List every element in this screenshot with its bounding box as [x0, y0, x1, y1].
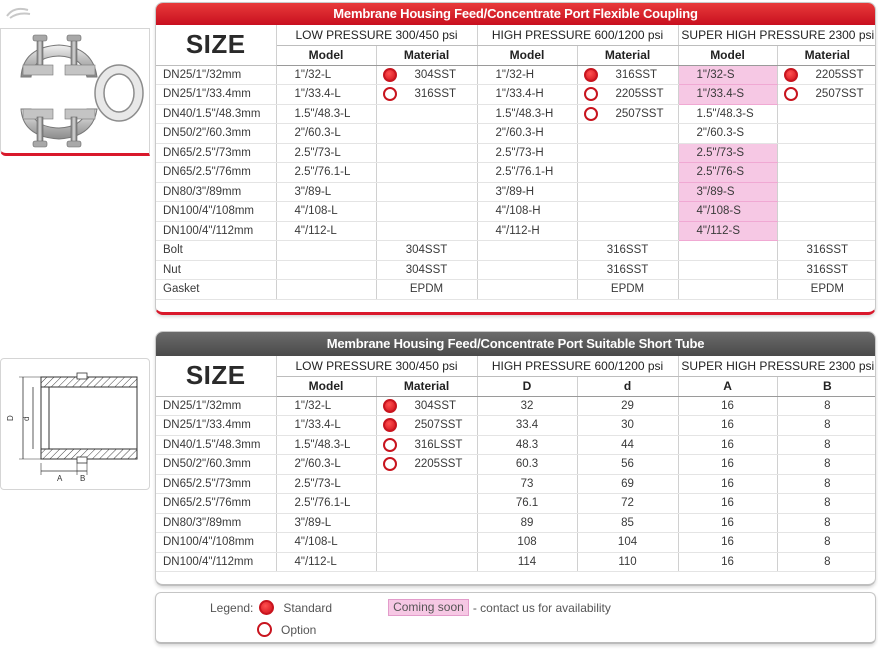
- empty-cell: [477, 260, 577, 280]
- table-row: [156, 65, 876, 85]
- super-high-pressure-header: SUPER HIGH PRESSURE 2300 psi: [678, 25, 876, 45]
- A-cell: 16: [678, 416, 777, 436]
- table-row: [156, 221, 876, 241]
- model-cell: 4"/112-L: [276, 552, 376, 572]
- legend-standard-text: Standard: [283, 600, 333, 615]
- legend-label: Legend:: [210, 600, 254, 615]
- high-material-cell: [577, 202, 678, 222]
- super-high-model-cell: 1.5"/48.3-S: [678, 104, 777, 124]
- low-pressure-header: LOW PRESSURE 300/450 psi: [276, 356, 477, 376]
- high-hardware-cell: 316SST: [577, 260, 678, 280]
- option-dot-icon: [257, 622, 272, 637]
- dim-D-label: D: [6, 415, 15, 421]
- B-cell: 8: [777, 552, 876, 572]
- size-cell: DN25/1"/33.4mm: [156, 416, 276, 436]
- col-header-D: D: [477, 376, 577, 396]
- D-cell: 48.3: [477, 435, 577, 455]
- low-material-cell: [376, 124, 477, 144]
- table-row: [156, 104, 876, 124]
- d-cell: 72: [577, 494, 678, 514]
- dim-d-label: d: [22, 416, 31, 421]
- super-high-hardware-cell: EPDM: [777, 280, 876, 300]
- low-model-cell: 2.5"/73-L: [276, 143, 376, 163]
- d-cell: 69: [577, 474, 678, 494]
- A-cell: 16: [678, 474, 777, 494]
- corner-logo-icon: [4, 4, 34, 22]
- material-text: 316SST: [615, 68, 658, 81]
- standard-dot-icon: [383, 399, 397, 413]
- empty-cell: [276, 260, 376, 280]
- model-cell: 1"/32-L: [276, 396, 376, 416]
- empty-cell: [477, 280, 577, 300]
- option-dot-icon: [584, 107, 598, 121]
- B-cell: 8: [777, 513, 876, 533]
- col-header-material: Material: [577, 45, 678, 65]
- col-header-material: Material: [376, 45, 477, 65]
- empty-cell: [276, 241, 376, 261]
- super-high-model-cell: 2.5"/76-S: [678, 163, 777, 183]
- size-cell: DN65/2.5"/73mm: [156, 474, 276, 494]
- table-row: [156, 533, 876, 553]
- low-material-cell: [376, 85, 477, 105]
- legend-option-text: Option: [281, 622, 317, 637]
- flexible-coupling-table-panel: [155, 2, 876, 315]
- material-cell: [376, 416, 477, 436]
- high-material-cell: [577, 85, 678, 105]
- size-header: SIZE: [156, 25, 276, 65]
- table-row: [156, 182, 876, 202]
- size-cell: DN50/2"/60.3mm: [156, 455, 276, 475]
- super-high-material-cell: [777, 202, 876, 222]
- table-row: [156, 85, 876, 105]
- A-cell: 16: [678, 533, 777, 553]
- high-model-cell: 2"/60.3-H: [477, 124, 577, 144]
- table-row: [156, 455, 876, 475]
- low-material-cell: [376, 65, 477, 85]
- table-row: [156, 202, 876, 222]
- size-cell: DN100/4"/112mm: [156, 552, 276, 572]
- size-cell: DN80/3"/89mm: [156, 182, 276, 202]
- size-cell: DN25/1"/33.4mm: [156, 85, 276, 105]
- standard-dot-icon: [383, 68, 397, 82]
- model-cell: 2.5"/76.1-L: [276, 494, 376, 514]
- size-cell: DN40/1.5"/48.3mm: [156, 435, 276, 455]
- hardware-row: [156, 280, 876, 300]
- B-cell: 8: [777, 494, 876, 514]
- material-cell: [376, 455, 477, 475]
- super-high-hardware-cell: 316SST: [777, 241, 876, 261]
- tube-table: [156, 356, 876, 572]
- super-high-model-cell: 2"/60.3-S: [678, 124, 777, 144]
- B-cell: 8: [777, 474, 876, 494]
- short-tube-drawing: [0, 358, 150, 490]
- low-hardware-cell: EPDM: [376, 280, 477, 300]
- super-high-model-cell: 3"/89-S: [678, 182, 777, 202]
- coupling-table: [156, 25, 876, 300]
- D-cell: 89: [477, 513, 577, 533]
- col-header-model: Model: [678, 45, 777, 65]
- super-high-pressure-header: SUPER HIGH PRESSURE 2300 psi: [678, 356, 876, 376]
- super-high-material-cell: [777, 104, 876, 124]
- size-cell: DN100/4"/108mm: [156, 533, 276, 553]
- super-high-model-cell: 4"/108-S: [678, 202, 777, 222]
- part-cell: Nut: [156, 260, 276, 280]
- super-high-model-cell: 1"/33.4-S: [678, 85, 777, 105]
- low-model-cell: 2.5"/76.1-L: [276, 163, 376, 183]
- D-cell: 73: [477, 474, 577, 494]
- d-cell: 85: [577, 513, 678, 533]
- material-text: 2507SST: [414, 419, 463, 432]
- coupling-illustration: [1, 29, 151, 155]
- material-text: 316LSST: [414, 438, 463, 451]
- coming-soon-badge: Coming soon: [388, 599, 469, 616]
- A-cell: 16: [678, 494, 777, 514]
- coming-soon-note: - contact us for availability: [472, 600, 611, 615]
- super-high-material-cell: [777, 182, 876, 202]
- d-cell: 30: [577, 416, 678, 436]
- D-cell: 114: [477, 552, 577, 572]
- material-cell: [376, 552, 477, 572]
- high-material-cell: [577, 104, 678, 124]
- material-cell: [376, 513, 477, 533]
- high-model-cell: 1.5"/48.3-H: [477, 104, 577, 124]
- model-cell: 1.5"/48.3-L: [276, 435, 376, 455]
- size-cell: DN100/4"/108mm: [156, 202, 276, 222]
- D-cell: 108: [477, 533, 577, 553]
- table-row: [156, 474, 876, 494]
- size-cell: DN40/1.5"/48.3mm: [156, 104, 276, 124]
- d-cell: 44: [577, 435, 678, 455]
- high-model-cell: 1"/33.4-H: [477, 85, 577, 105]
- material-text: 2205SST: [414, 458, 463, 471]
- low-model-cell: 4"/108-L: [276, 202, 376, 222]
- super-high-material-cell: [777, 124, 876, 144]
- dim-A-label: A: [57, 474, 63, 483]
- col-header-d: d: [577, 376, 678, 396]
- low-model-cell: 1.5"/48.3-L: [276, 104, 376, 124]
- high-model-cell: 4"/112-H: [477, 221, 577, 241]
- material-cell: [376, 435, 477, 455]
- table-row: [156, 513, 876, 533]
- standard-dot-icon: [259, 600, 274, 615]
- D-cell: 32: [477, 396, 577, 416]
- option-dot-icon: [383, 457, 397, 471]
- low-material-cell: [376, 182, 477, 202]
- high-pressure-header: HIGH PRESSURE 600/1200 psi: [477, 25, 678, 45]
- material-text: 2507SST: [815, 88, 864, 101]
- high-model-cell: 3"/89-H: [477, 182, 577, 202]
- A-cell: 16: [678, 396, 777, 416]
- short-tube-table-panel: [155, 331, 876, 586]
- material-cell: [376, 396, 477, 416]
- low-model-cell: 1"/33.4-L: [276, 85, 376, 105]
- model-cell: 2"/60.3-L: [276, 455, 376, 475]
- size-cell: DN25/1"/32mm: [156, 65, 276, 85]
- high-material-cell: [577, 163, 678, 183]
- part-cell: Bolt: [156, 241, 276, 261]
- A-cell: 16: [678, 435, 777, 455]
- col-header-material: Material: [376, 376, 477, 396]
- super-high-model-cell: 1"/32-S: [678, 65, 777, 85]
- high-pressure-header: HIGH PRESSURE 600/1200 psi: [477, 356, 678, 376]
- model-cell: 1"/33.4-L: [276, 416, 376, 436]
- high-material-cell: [577, 221, 678, 241]
- table-row: [156, 396, 876, 416]
- super-high-hardware-cell: 316SST: [777, 260, 876, 280]
- high-model-cell: 2.5"/73-H: [477, 143, 577, 163]
- low-material-cell: [376, 143, 477, 163]
- high-hardware-cell: EPDM: [577, 280, 678, 300]
- option-dot-icon: [584, 87, 598, 101]
- low-model-cell: 2"/60.3-L: [276, 124, 376, 144]
- d-cell: 56: [577, 455, 678, 475]
- size-cell: DN65/2.5"/76mm: [156, 494, 276, 514]
- B-cell: 8: [777, 533, 876, 553]
- col-header-model: Model: [276, 376, 376, 396]
- low-model-cell: 4"/112-L: [276, 221, 376, 241]
- material-cell: [376, 533, 477, 553]
- col-header-model: Model: [477, 45, 577, 65]
- low-material-cell: [376, 221, 477, 241]
- A-cell: 16: [678, 455, 777, 475]
- empty-cell: [678, 280, 777, 300]
- D-cell: 33.4: [477, 416, 577, 436]
- D-cell: 60.3: [477, 455, 577, 475]
- size-cell: DN80/3"/89mm: [156, 513, 276, 533]
- material-text: 2205SST: [815, 68, 864, 81]
- col-header-model: Model: [276, 45, 376, 65]
- low-material-cell: [376, 104, 477, 124]
- high-material-cell: [577, 143, 678, 163]
- super-high-model-cell: 2.5"/73-S: [678, 143, 777, 163]
- table-row: [156, 124, 876, 144]
- model-cell: 3"/89-L: [276, 513, 376, 533]
- size-header: SIZE: [156, 356, 276, 396]
- high-model-cell: 1"/32-H: [477, 65, 577, 85]
- model-cell: 2.5"/73-L: [276, 474, 376, 494]
- low-material-cell: [376, 202, 477, 222]
- material-text: 304SST: [414, 68, 457, 81]
- low-hardware-cell: 304SST: [376, 260, 477, 280]
- hardware-row: [156, 241, 876, 261]
- col-header-B: B: [777, 376, 876, 396]
- D-cell: 76.1: [477, 494, 577, 514]
- super-high-material-cell: [777, 163, 876, 183]
- material-text: 304SST: [414, 399, 457, 412]
- material-text: 316SST: [414, 88, 457, 101]
- part-cell: Gasket: [156, 280, 276, 300]
- short-tube-illustration: [1, 359, 149, 489]
- option-dot-icon: [383, 438, 397, 452]
- standard-dot-icon: [784, 68, 798, 82]
- col-header-material: Material: [777, 45, 876, 65]
- dim-B-label: B: [80, 474, 86, 483]
- A-cell: 16: [678, 513, 777, 533]
- low-model-cell: 3"/89-L: [276, 182, 376, 202]
- table-row: [156, 163, 876, 183]
- B-cell: 8: [777, 435, 876, 455]
- table-row: [156, 435, 876, 455]
- high-hardware-cell: 316SST: [577, 241, 678, 261]
- coupling-table-title: Membrane Housing Feed/Concentrate Port Flexible Coupling: [156, 3, 875, 25]
- empty-cell: [276, 280, 376, 300]
- legend-box: [155, 592, 876, 644]
- low-material-cell: [376, 163, 477, 183]
- A-cell: 16: [678, 552, 777, 572]
- B-cell: 8: [777, 396, 876, 416]
- size-cell: DN65/2.5"/76mm: [156, 163, 276, 183]
- table-row: [156, 494, 876, 514]
- size-cell: DN25/1"/32mm: [156, 396, 276, 416]
- table-row: [156, 416, 876, 436]
- empty-cell: [477, 241, 577, 261]
- option-dot-icon: [383, 87, 397, 101]
- B-cell: 8: [777, 416, 876, 436]
- super-high-material-cell: [777, 65, 876, 85]
- material-text: 2507SST: [615, 107, 664, 120]
- high-material-cell: [577, 124, 678, 144]
- low-hardware-cell: 304SST: [376, 241, 477, 261]
- high-material-cell: [577, 65, 678, 85]
- flexible-coupling-image: [0, 28, 150, 156]
- super-high-model-cell: 4"/112-S: [678, 221, 777, 241]
- standard-dot-icon: [383, 418, 397, 432]
- material-cell: [376, 494, 477, 514]
- d-cell: 104: [577, 533, 678, 553]
- standard-dot-icon: [584, 68, 598, 82]
- size-cell: DN65/2.5"/73mm: [156, 143, 276, 163]
- super-high-material-cell: [777, 221, 876, 241]
- option-dot-icon: [784, 87, 798, 101]
- tube-table-title: Membrane Housing Feed/Concentrate Port Suitable Short Tube: [156, 332, 875, 356]
- size-cell: DN50/2"/60.3mm: [156, 124, 276, 144]
- high-material-cell: [577, 182, 678, 202]
- material-text: 2205SST: [615, 88, 664, 101]
- table-row: [156, 143, 876, 163]
- high-model-cell: 2.5"/76.1-H: [477, 163, 577, 183]
- super-high-material-cell: [777, 143, 876, 163]
- super-high-material-cell: [777, 85, 876, 105]
- high-model-cell: 4"/108-H: [477, 202, 577, 222]
- material-cell: [376, 474, 477, 494]
- size-cell: DN100/4"/112mm: [156, 221, 276, 241]
- B-cell: 8: [777, 455, 876, 475]
- table-row: [156, 552, 876, 572]
- low-model-cell: 1"/32-L: [276, 65, 376, 85]
- model-cell: 4"/108-L: [276, 533, 376, 553]
- hardware-row: [156, 260, 876, 280]
- d-cell: 29: [577, 396, 678, 416]
- empty-cell: [678, 241, 777, 261]
- empty-cell: [678, 260, 777, 280]
- d-cell: 110: [577, 552, 678, 572]
- low-pressure-header: LOW PRESSURE 300/450 psi: [276, 25, 477, 45]
- col-header-A: A: [678, 376, 777, 396]
